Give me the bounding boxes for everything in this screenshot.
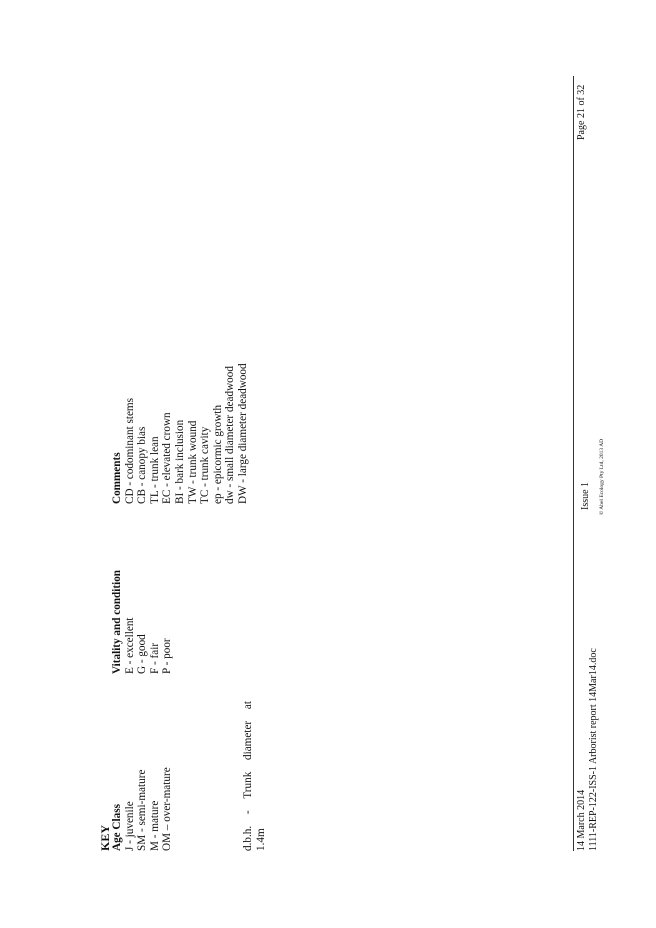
comment-item: ep - epicormic growth — [211, 404, 224, 504]
dbh-dash: - — [242, 810, 254, 815]
comments-heading: Comments — [111, 452, 123, 504]
vitality-item: E - excellent — [123, 617, 136, 674]
age-class-item: SM - semi-mature — [136, 769, 149, 851]
footer-copyright: © Abel Ecology Pty Ltd, 2013 AD — [599, 438, 605, 515]
vitality-item: G - good — [136, 634, 149, 674]
comment-item: CB - canopy bias — [136, 426, 149, 504]
dbh-word: at — [242, 701, 254, 710]
comment-item: EC - elevated crown — [161, 412, 174, 504]
comment-item: TC - trunk cavity — [199, 426, 212, 504]
comment-item: dw - small diameter deadwood — [224, 366, 237, 504]
footer-date: 14 March 2014 — [576, 789, 587, 851]
comment-item: TW - trunk wound — [186, 420, 199, 504]
footer-page-number: Page 21 of 32 — [576, 84, 587, 140]
age-class-heading: Age Class — [111, 804, 123, 851]
dbh-word: Trunk — [242, 771, 254, 799]
key-title: KEY — [98, 824, 112, 851]
vitality-heading: Vitality and condition — [111, 569, 123, 674]
footer-divider — [573, 76, 574, 851]
footer-issue: Issue 1 — [580, 481, 591, 510]
age-class-item: M - mature — [148, 800, 161, 851]
comment-item: TL - trunk lean — [148, 436, 161, 504]
dbh-definition — [242, 701, 267, 851]
footer-filename: 1111-REP-122-ISS-1 Arborist report 14Mar14.doc — [588, 648, 599, 851]
comment-item: DW - large diameter deadwood — [236, 363, 249, 504]
age-class-column — [111, 767, 174, 851]
vitality-item: F - fair — [148, 642, 161, 674]
vitality-item: P - poor — [161, 638, 174, 674]
comment-item: CD - codominant stems — [123, 398, 136, 504]
comments-column — [111, 363, 250, 504]
comment-item: BI - bark inclusion — [173, 419, 186, 504]
dbh-word: diameter — [242, 720, 254, 760]
vitality-column — [111, 570, 174, 674]
age-class-item: J - juvenile — [123, 801, 136, 851]
dbh-line2: 1.4m — [254, 828, 267, 851]
dbh-term: d.b.h. — [242, 825, 254, 851]
age-class-item: OM – over-mature — [161, 767, 174, 851]
